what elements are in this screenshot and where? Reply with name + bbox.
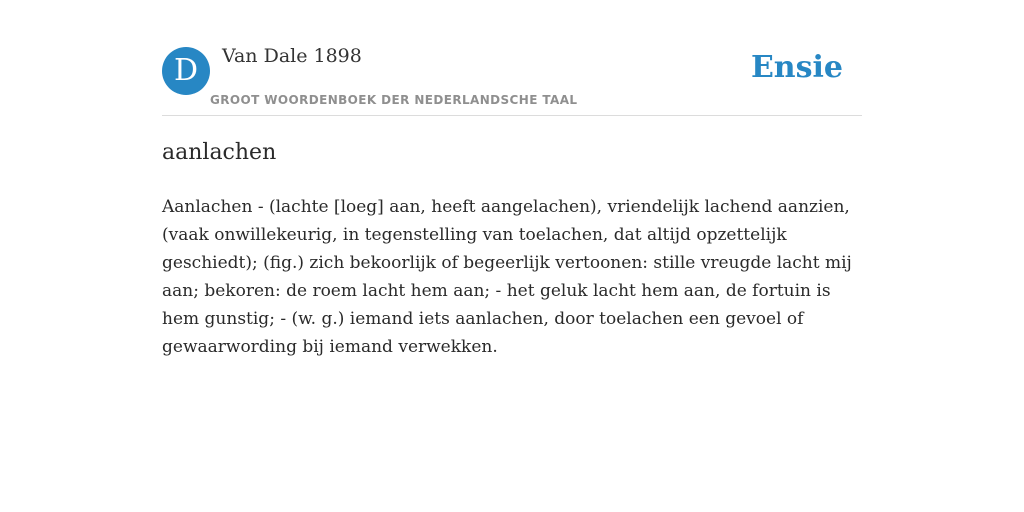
source-subtitle: GROOT WOORDENBOEK DER NEDERLANDSCHE TAAL [210, 93, 578, 107]
entry-definition: Aanlachen - (lachte [loeg] aan, heeft aangelachen), vriendelijk lachend aanzien, (vaak onwillekeurig, in tegenstelling van toelachen, dat altijd opzettelijk geschiedt); (fig.) zich bekoorlijk of begeerlijk vertoonen: stille vreugde lacht mij aan; bekoren: de roem lacht hem aan; - het geluk lacht hem aan, de fortuin is hem gunstig; - (w. g.) iemand iets aanlachen, door toelachen een gevoel of gewaarwording bij iemand verwekken. [162, 197, 852, 357]
brand-logo[interactable]: Ensie [750, 50, 843, 85]
content-container [162, 0, 862, 357]
source-title[interactable]: Van Dale 1898 [222, 45, 362, 67]
page-header [162, 0, 862, 116]
source-logo[interactable]: D [162, 47, 210, 95]
entry-headword: aanlachen [162, 140, 277, 165]
